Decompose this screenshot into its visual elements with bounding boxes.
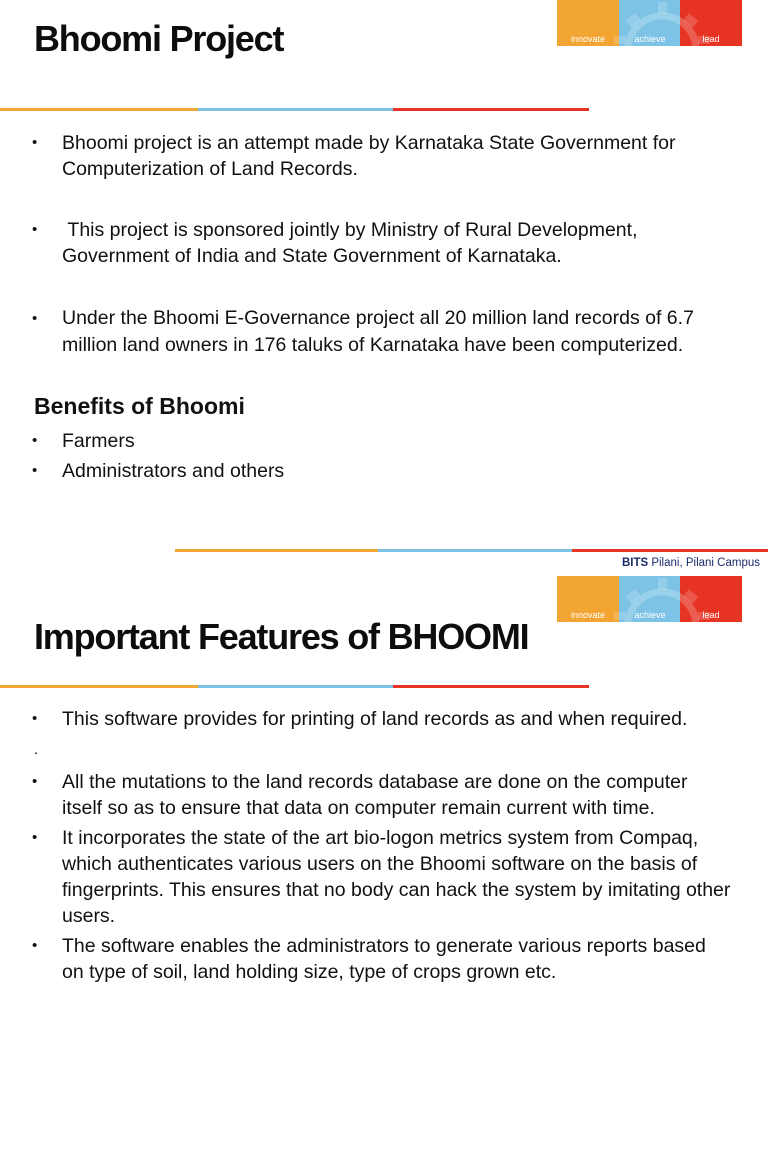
bullet-icon: •: [32, 829, 38, 846]
divider-red: [393, 685, 589, 688]
list-item: • The software enables the administrators to generate various reports based on type of soil, land holding size, type of crops grown etc.: [32, 935, 706, 983]
divider-orange: [0, 685, 198, 688]
bullet-icon: •: [32, 937, 38, 954]
bullet-icon: •: [32, 710, 38, 727]
divider-blue: [198, 108, 393, 111]
stray-mark: .: [34, 741, 39, 758]
benefits-list: [32, 428, 732, 484]
list-item: • It incorporates the state of the art bio-logon metrics system from Compaq, which authenticates various users on the Bhoomi software on the basis of fingerprints. This ensures that no body can hack the system by imitating other users.: [32, 827, 731, 927]
bullet-icon: •: [32, 432, 38, 449]
bullet-icon: •: [32, 773, 38, 790]
divider-blue: [198, 685, 393, 688]
brand-banner: [557, 0, 742, 46]
brand-banner: [557, 576, 742, 622]
footer-divider-orange: [175, 549, 378, 552]
bullet-icon: •: [32, 221, 38, 238]
banner-word-achieve: achieve: [634, 610, 666, 620]
slide-important-features: [0, 576, 768, 1152]
bullet-icon: •: [32, 134, 38, 151]
slide-title: Important Features of BHOOMI: [34, 616, 529, 657]
list-item: • Bhoomi project is an attempt made by Karnataka State Government for Computerization of Land Records.: [32, 132, 676, 180]
banner-word-innovate: innovate: [570, 34, 606, 44]
slide-title: Bhoomi Project: [34, 18, 284, 59]
list-item: • This software provides for printing of land records as and when required.: [32, 708, 688, 730]
divider-red: [393, 108, 589, 111]
bullet-list: [32, 706, 732, 985]
bullet-icon: •: [32, 310, 38, 327]
list-item: • Farmers: [32, 430, 135, 452]
banner-word-lead: lead: [702, 610, 720, 620]
banner-word-achieve: achieve: [634, 34, 666, 44]
bullet-icon: •: [32, 462, 38, 479]
footer-divider-blue: [378, 549, 572, 552]
list-item: • Administrators and others: [32, 460, 285, 482]
footer-divider-red: [572, 549, 768, 552]
section-heading: Benefits of Bhoomi: [34, 393, 245, 419]
banner-word-lead: lead: [702, 34, 720, 44]
footer-campus: BITS Pilani, Pilani Campus: [621, 557, 760, 569]
list-item: • All the mutations to the land records database are done on the computer itself so as to ensure that data on computer remain current with time.: [32, 771, 688, 819]
banner-word-innovate: innovate: [570, 610, 606, 620]
list-item: • This project is sponsored jointly by Ministry of Rural Development, Government of India and State Government of Karnataka.: [32, 219, 643, 267]
bullet-list: [32, 130, 732, 359]
list-item: • Under the Bhoomi E-Governance project all 20 million land records of 6.7 million land owners in 176 taluks of Karnataka have been computerized.: [32, 307, 694, 356]
divider-orange: [0, 108, 198, 111]
